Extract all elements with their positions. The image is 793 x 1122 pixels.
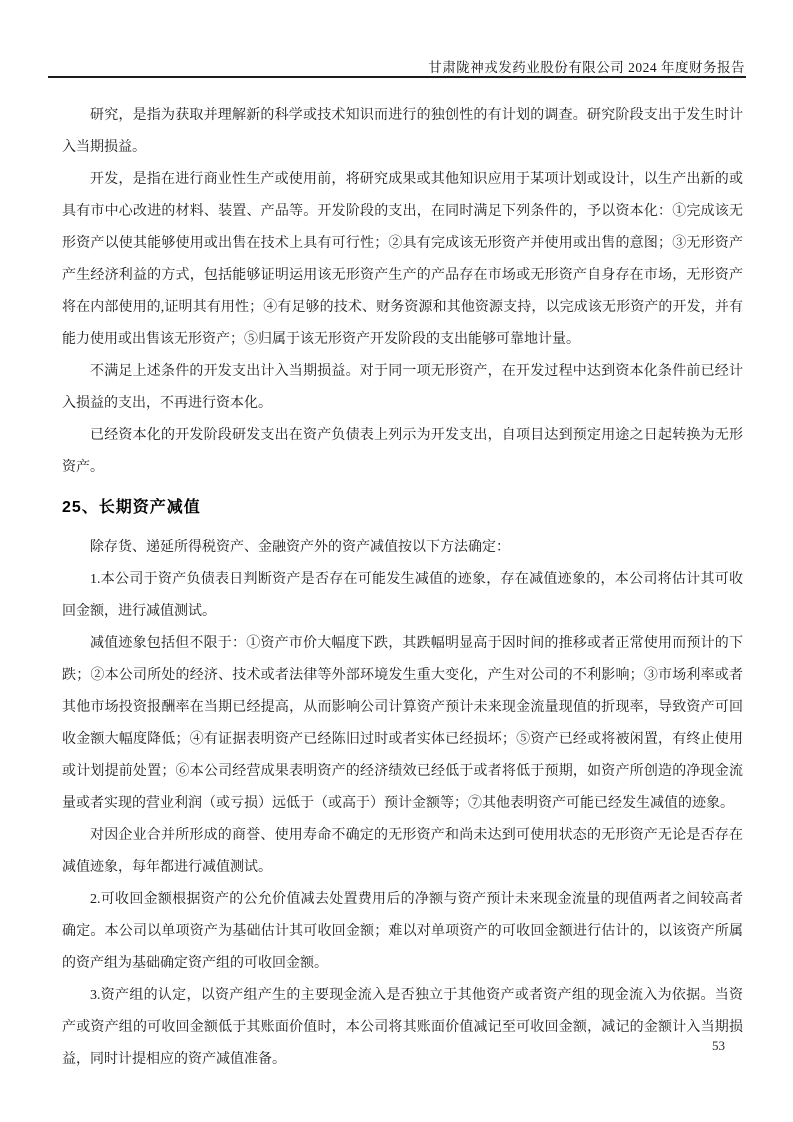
- paragraph-impairment-scope: 除存货、递延所得税资产、金融资产外的资产减值按以下方法确定：: [90, 540, 510, 555]
- page-number: 53: [712, 1038, 725, 1053]
- document-body: [62, 100, 743, 1076]
- header-divider: [48, 76, 746, 78]
- report-header: [48, 56, 745, 76]
- paragraph-impairment-test-judgement: 1.本公司于资产负债表日判断资产是否存在可能发生减值的迹象，存在减值迹象的，本公司将估计其可收回金额，进行减值测试。: [62, 572, 743, 619]
- paragraph-impairment-indicators: 减值迹象包括但不限于：①资产市价大幅度下跌，其跌幅明显高于因时间的推移或者正常使用而预计的下跌；②本公司所处的经济、技术或者法律等外部环境发生重大变化，产生对公司的不利影响；③市场利率或者其他市场投资报酬率在当期已经提高，从而影响公司计算资产预计未来现金流量现值的折现率，导致资产可回收金额大幅度降低；④有证据表明资产已经陈旧过时或者实体已经损坏；⑤资产已经或将被闲置，有终止使用或计划提前处置；⑥本公司经营成果表明资产的经济绩效已经低于或者将低于预期，如资产所创造的净现金流量或者实现的营业利润（或亏损）远低于（或高于）预计金额等；⑦其他表明资产可能已经发生减值的迹象。: [62, 636, 743, 811]
- paragraph-development-capitalization-criteria: 开发，是指在进行商业性生产或使用前，将研究成果或其他知识应用于某项计划或设计，以生产出新的或具有市中心改进的材料、装置、产品等。开发阶段的支出，在同时满足下列条件的，予以资本化：①完成该无形资产以使其能够使用或出售在技术上具有可行性；②具有完成该无形资产并使用或出售的意图；③无形资产产生经济利益的方式，包括能够证明运用该无形资产生产的产品存在市场或无形资产自身存在市场，无形资产将在内部使用的,证明其有用性；④有足够的技术、财务资源和其他资源支持，以完成该无形资产的开发，并有能力使用或出售该无形资产；⑤归属于该无形资产开发阶段的支出能够可靠地计量。: [62, 172, 743, 347]
- paragraph-non-qualifying-development-expenditure: 不满足上述条件的开发支出计入当期损益。对于同一项无形资产，在开发过程中达到资本化条件前已经计入损益的支出，不再进行资本化。: [62, 364, 743, 411]
- section-heading-long-term-asset-impairment: 25、长期资产减值: [62, 499, 201, 516]
- paragraph-annual-impairment-test-goodwill: 对因企业合并所形成的商誉、使用寿命不确定的无形资产和尚未达到可使用状态的无形资产无论是否存在减值迹象，每年都进行减值测试。: [62, 828, 743, 875]
- paragraph-asset-group-recognition: 3.资产组的认定，以资产组产生的主要现金流入是否独立于其他资产或者资产组的现金流入为依据。当资产或资产组的可收回金额低于其账面价值时，本公司将其账面价值减记至可收回金额，减记的金额计入当期损益，同时计提相应的资产减值准备。: [62, 988, 743, 1067]
- paragraph-research-definition: 研究，是指为获取并理解新的科学或技术知识而进行的独创性的有计划的调查。研究阶段支出于发生时计入当期损益。: [62, 108, 743, 155]
- paragraph-recoverable-amount-determination: 2.可收回金额根据资产的公允价值减去处置费用后的净额与资产预计未来现金流量的现值两者之间较高者确定。本公司以单项资产为基础估计其可收回金额；难以对单项资产的可收回金额进行估计的，以该资产所属的资产组为基础确定资产组的可收回金额。: [62, 892, 743, 971]
- report-header-title: 甘肃陇神戎发药业股份有限公司 2024 年度财务报告: [428, 60, 745, 75]
- paragraph-capitalized-development-presentation: 已经资本化的开发阶段研发支出在资产负债表上列示为开发支出，自项目达到预定用途之日起转换为无形资产。: [62, 428, 743, 475]
